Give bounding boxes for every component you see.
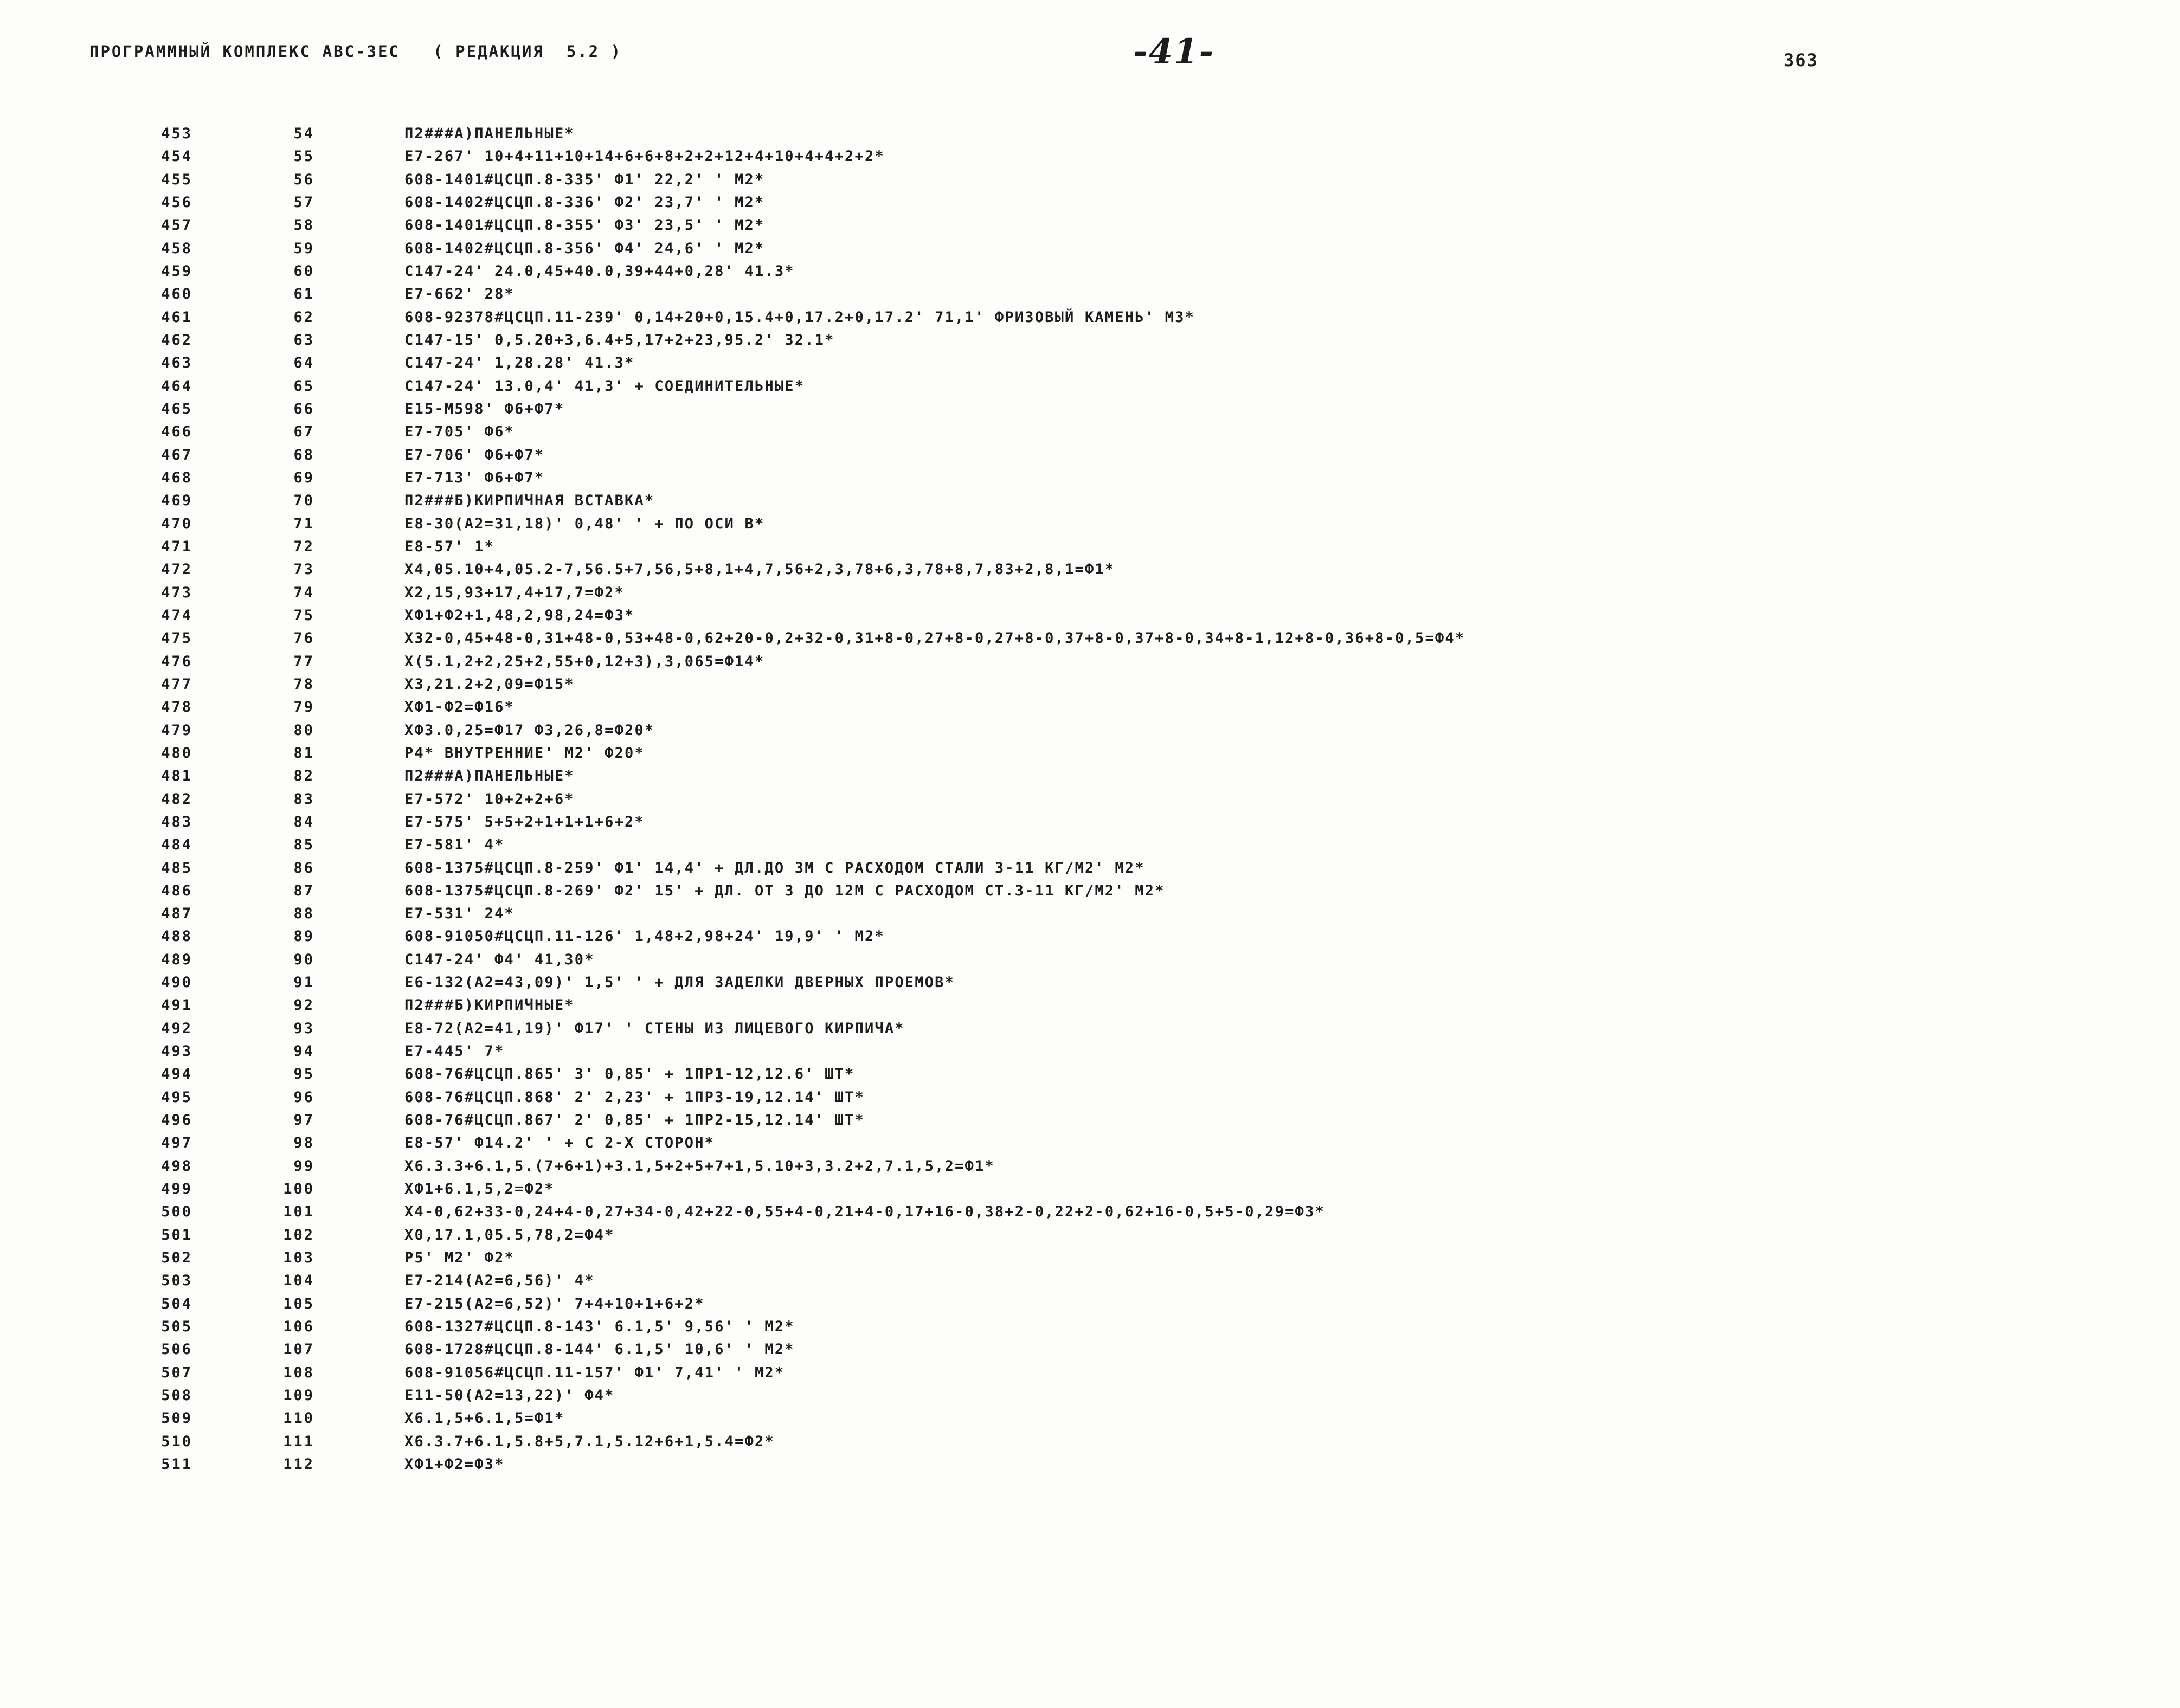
line-number: 463 bbox=[161, 355, 192, 372]
listing-row bbox=[0, 1407, 2180, 1430]
statement-text: 608-1402#ЦСЦП.8-356' Ф4' 24,6' ' М2* bbox=[404, 240, 765, 257]
sequence-number: 103 bbox=[283, 1249, 314, 1267]
listing-row bbox=[0, 1224, 2180, 1247]
listing-row bbox=[0, 1430, 2180, 1453]
line-number: 494 bbox=[161, 1066, 192, 1083]
line-number: 481 bbox=[161, 768, 192, 785]
sequence-number: 93 bbox=[293, 1020, 314, 1037]
statement-text: Е6-132(А2=43,09)' 1,5' ' + ДЛЯ ЗАДЕЛКИ ДВЕРНЫХ ПРОЕМОВ* bbox=[404, 974, 955, 991]
statement-text: Х4-0,62+33-0,24+4-0,27+34-0,42+22-0,55+4-0,21+4-0,17+16-0,38+2-0,22+2-0,62+16-0,5+5-0,29=Ф3* bbox=[404, 1203, 1325, 1221]
sequence-number: 75 bbox=[293, 607, 314, 624]
listing-row bbox=[0, 1201, 2180, 1223]
line-number: 483 bbox=[161, 813, 192, 830]
statement-text: Е7-215(А2=6,52)' 7+4+10+1+6+2* bbox=[404, 1295, 705, 1312]
listing-row bbox=[0, 1384, 2180, 1407]
line-number: 472 bbox=[161, 561, 192, 578]
statement-text: Е7-662' 28* bbox=[404, 286, 515, 303]
listing-row bbox=[0, 650, 2180, 673]
line-number: 498 bbox=[161, 1157, 192, 1175]
statement-text: С147-24' 1,28.28' 41.3* bbox=[404, 355, 635, 372]
statement-text: ХФ1+6.1,5,2=Ф2* bbox=[404, 1181, 555, 1198]
line-number: 500 bbox=[161, 1203, 192, 1221]
statement-text: Е7-214(А2=6,56)' 4* bbox=[404, 1272, 595, 1290]
listing-row bbox=[0, 169, 2180, 191]
sequence-number: 54 bbox=[293, 125, 314, 142]
listing-row bbox=[0, 1247, 2180, 1269]
listing-row bbox=[0, 191, 2180, 214]
listing-row bbox=[0, 765, 2180, 788]
sequence-number: 84 bbox=[293, 813, 314, 830]
sequence-number: 109 bbox=[283, 1387, 314, 1404]
sequence-number: 67 bbox=[293, 423, 314, 441]
statement-text: 608-91056#ЦСЦП.11-157' Ф1' 7,41' ' М2* bbox=[404, 1364, 785, 1381]
listing-row bbox=[0, 283, 2180, 306]
line-number: 491 bbox=[161, 997, 192, 1014]
listing-row bbox=[0, 1269, 2180, 1292]
statement-text: Х3,21.2+2,09=Ф15* bbox=[404, 675, 575, 693]
sequence-number: 70 bbox=[293, 492, 314, 510]
listing-row bbox=[0, 444, 2180, 467]
statement-text: Р5' М2' Ф2* bbox=[404, 1249, 515, 1267]
sequence-number: 80 bbox=[293, 721, 314, 739]
listing-row bbox=[0, 145, 2180, 168]
sequence-number: 89 bbox=[293, 928, 314, 945]
statement-text: Х0,17.1,05.5,78,2=Ф4* bbox=[404, 1226, 615, 1243]
statement-text: Е8-57' 1* bbox=[404, 538, 495, 555]
sequence-number: 58 bbox=[293, 217, 314, 234]
sequence-number: 112 bbox=[283, 1456, 314, 1473]
listing-row bbox=[0, 857, 2180, 880]
sequence-number: 105 bbox=[283, 1295, 314, 1312]
listing-row bbox=[0, 582, 2180, 604]
line-number: 474 bbox=[161, 607, 192, 624]
listing-row bbox=[0, 1109, 2180, 1132]
line-number: 479 bbox=[161, 721, 192, 739]
sequence-number: 78 bbox=[293, 675, 314, 693]
line-number: 485 bbox=[161, 859, 192, 876]
listing-row bbox=[0, 1155, 2180, 1178]
statement-text: П2###Б)КИРПИЧНЫЕ* bbox=[404, 997, 575, 1014]
sequence-number: 71 bbox=[293, 515, 314, 532]
line-number: 461 bbox=[161, 308, 192, 326]
listing-row bbox=[0, 673, 2180, 696]
sequence-number: 81 bbox=[293, 744, 314, 762]
line-number: 480 bbox=[161, 744, 192, 762]
line-number: 487 bbox=[161, 905, 192, 923]
sequence-number: 76 bbox=[293, 630, 314, 647]
statement-text: Х6.1,5+6.1,5=Ф1* bbox=[404, 1410, 565, 1427]
sequence-number: 96 bbox=[293, 1088, 314, 1106]
listing-row bbox=[0, 1178, 2180, 1201]
listing-row bbox=[0, 375, 2180, 398]
listing-row bbox=[0, 558, 2180, 581]
statement-text: 608-1375#ЦСЦП.8-259' Ф1' 14,4' + ДЛ.ДО 3М С РАСХОДОМ СТАЛИ 3-11 КГ/М2' М2* bbox=[404, 859, 1145, 876]
statement-text: ХФ3.0,25=Ф17 Ф3,26,8=Ф20* bbox=[404, 721, 655, 739]
sequence-number: 72 bbox=[293, 538, 314, 555]
listing-row bbox=[0, 329, 2180, 352]
line-number: 457 bbox=[161, 217, 192, 234]
listing-row bbox=[0, 1040, 2180, 1063]
sequence-number: 91 bbox=[293, 974, 314, 991]
statement-text: Е15-М598' Ф6+Ф7* bbox=[404, 400, 565, 417]
line-number: 506 bbox=[161, 1341, 192, 1358]
sequence-number: 99 bbox=[293, 1157, 314, 1175]
listing-row bbox=[0, 949, 2180, 971]
program-header: ПРОГРАММНЫЙ КОМПЛЕКС АВС-ЗЕС ( РЕДАКЦИЯ 5.2 ) bbox=[89, 42, 622, 61]
line-number: 471 bbox=[161, 538, 192, 555]
listing-row bbox=[0, 1453, 2180, 1476]
listing-row bbox=[0, 467, 2180, 489]
statement-text: ХФ1+Ф2+1,48,2,98,24=Ф3* bbox=[404, 607, 635, 624]
statement-text: Е7-572' 10+2+2+6* bbox=[404, 790, 575, 808]
statement-text: Х32-0,45+48-0,31+48-0,53+48-0,62+20-0,2+32-0,31+8-0,27+8-0,27+8-0,37+8-0,37+8-0,34+8-1,12+8-0,36+8-0,5=Ф4* bbox=[404, 630, 1465, 647]
sequence-number: 86 bbox=[293, 859, 314, 876]
statement-text: 608-76#ЦСЦП.868' 2' 2,23' + 1ПР3-19,12.14' ШТ* bbox=[404, 1088, 865, 1106]
line-number: 508 bbox=[161, 1387, 192, 1404]
statement-text: 608-76#ЦСЦП.867' 2' 0,85' + 1ПР2-15,12.14' ШТ* bbox=[404, 1112, 865, 1129]
sequence-number: 102 bbox=[283, 1226, 314, 1243]
listing-row bbox=[0, 1017, 2180, 1040]
statement-text: Е7-445' 7* bbox=[404, 1043, 505, 1060]
statement-text: 608-1401#ЦСЦП.8-355' Ф3' 23,5' ' М2* bbox=[404, 217, 765, 234]
line-number: 454 bbox=[161, 148, 192, 165]
sequence-number: 59 bbox=[293, 240, 314, 257]
listing-row bbox=[0, 1316, 2180, 1338]
statement-text: 608-91050#ЦСЦП.11-126' 1,48+2,98+24' 19,9' ' М2* bbox=[404, 928, 885, 945]
line-number: 493 bbox=[161, 1043, 192, 1060]
listing-row bbox=[0, 421, 2180, 443]
sequence-number: 90 bbox=[293, 951, 314, 968]
sequence-number: 107 bbox=[283, 1341, 314, 1358]
line-number: 468 bbox=[161, 469, 192, 486]
statement-text: 608-1401#ЦСЦП.8-335' Ф1' 22,2' ' М2* bbox=[404, 171, 765, 188]
line-number: 469 bbox=[161, 492, 192, 510]
listing-row bbox=[0, 788, 2180, 811]
line-number: 460 bbox=[161, 286, 192, 303]
listing-row bbox=[0, 903, 2180, 925]
page-number: 363 bbox=[1784, 50, 1818, 70]
statement-text: Х2,15,93+17,4+17,7=Ф2* bbox=[404, 584, 625, 601]
statement-text: Е8-72(А2=41,19)' Ф17' ' СТЕНЫ ИЗ ЛИЦЕВОГО КИРПИЧА* bbox=[404, 1020, 905, 1037]
line-number: 497 bbox=[161, 1135, 192, 1152]
line-number: 507 bbox=[161, 1364, 192, 1381]
line-number: 478 bbox=[161, 699, 192, 716]
sequence-number: 66 bbox=[293, 400, 314, 417]
statement-text: П2###Б)КИРПИЧНАЯ ВСТАВКА* bbox=[404, 492, 655, 510]
line-number: 464 bbox=[161, 377, 192, 395]
line-number: 502 bbox=[161, 1249, 192, 1267]
sequence-number: 56 bbox=[293, 171, 314, 188]
sequence-number: 106 bbox=[283, 1318, 314, 1336]
listing-row bbox=[0, 719, 2180, 742]
listing-row bbox=[0, 489, 2180, 512]
line-number: 486 bbox=[161, 882, 192, 899]
line-number: 490 bbox=[161, 974, 192, 991]
statement-text: Х6.3.3+6.1,5.(7+6+1)+3.1,5+2+5+7+1,5.10+3,3.2+2,7.1,5,2=Ф1* bbox=[404, 1157, 995, 1175]
statement-text: Е8-30(А2=31,18)' 0,48' ' + ПО ОСИ В* bbox=[404, 515, 765, 532]
sequence-number: 104 bbox=[283, 1272, 314, 1290]
line-number: 465 bbox=[161, 400, 192, 417]
line-number: 458 bbox=[161, 240, 192, 257]
statement-text: Х(5.1,2+2,25+2,55+0,12+3),3,065=Ф14* bbox=[404, 653, 765, 670]
sequence-number: 60 bbox=[293, 262, 314, 280]
listing-row bbox=[0, 971, 2180, 994]
line-number: 511 bbox=[161, 1456, 192, 1473]
statement-text: 608-1375#ЦСЦП.8-269' Ф2' 15' + ДЛ. ОТ 3 ДО 12М С РАСХОДОМ СТ.3-11 КГ/М2' М2* bbox=[404, 882, 1165, 899]
statement-text: ХФ1+Ф2=Ф3* bbox=[404, 1456, 505, 1473]
statement-text: П2###А)ПАНЕЛЬНЫЕ* bbox=[404, 768, 575, 785]
line-number: 473 bbox=[161, 584, 192, 601]
line-number: 503 bbox=[161, 1272, 192, 1290]
statement-text: 608-1728#ЦСЦП.8-144' 6.1,5' 10,6' ' М2* bbox=[404, 1341, 795, 1358]
listing-row bbox=[0, 1132, 2180, 1155]
listing-row bbox=[0, 352, 2180, 375]
listing-row bbox=[0, 925, 2180, 948]
statement-text: 608-92378#ЦСЦП.11-239' 0,14+20+0,15.4+0,17.2+0,17.2' 71,1' ФРИЗОВЫЙ КАМЕНЬ' М3* bbox=[404, 308, 1195, 326]
sequence-number: 100 bbox=[283, 1181, 314, 1198]
line-number: 510 bbox=[161, 1433, 192, 1450]
sequence-number: 101 bbox=[283, 1203, 314, 1221]
listing-row bbox=[0, 1362, 2180, 1384]
sequence-number: 95 bbox=[293, 1066, 314, 1083]
sequence-number: 108 bbox=[283, 1364, 314, 1381]
listing-row bbox=[0, 1293, 2180, 1316]
sequence-number: 79 bbox=[293, 699, 314, 716]
line-number: 475 bbox=[161, 630, 192, 647]
listing-row bbox=[0, 306, 2180, 329]
sequence-number: 87 bbox=[293, 882, 314, 899]
line-number: 482 bbox=[161, 790, 192, 808]
line-number: 477 bbox=[161, 675, 192, 693]
line-number: 496 bbox=[161, 1112, 192, 1129]
sequence-number: 62 bbox=[293, 308, 314, 326]
line-number: 495 bbox=[161, 1088, 192, 1106]
listing-row bbox=[0, 513, 2180, 536]
statement-text: Е7-705' Ф6* bbox=[404, 423, 515, 441]
statement-text: Е11-50(А2=13,22)' Ф4* bbox=[404, 1387, 615, 1404]
statement-text: С147-24' 13.0,4' 41,3' + СОЕДИНИТЕЛЬНЫЕ* bbox=[404, 377, 805, 395]
listing-row bbox=[0, 536, 2180, 558]
listing-row bbox=[0, 880, 2180, 903]
line-number: 484 bbox=[161, 836, 192, 854]
sequence-number: 88 bbox=[293, 905, 314, 923]
line-number: 470 bbox=[161, 515, 192, 532]
sequence-number: 69 bbox=[293, 469, 314, 486]
listing-row bbox=[0, 627, 2180, 650]
listing-row bbox=[0, 1086, 2180, 1109]
statement-text: Р4* ВНУТРЕННИЕ' М2' Ф20* bbox=[404, 744, 645, 762]
listing-row bbox=[0, 260, 2180, 283]
statement-text: Е7-706' Ф6+Ф7* bbox=[404, 446, 545, 463]
line-number: 488 bbox=[161, 928, 192, 945]
listing-row bbox=[0, 742, 2180, 765]
sequence-number: 82 bbox=[293, 768, 314, 785]
sequence-number: 85 bbox=[293, 836, 314, 854]
sequence-number: 110 bbox=[283, 1410, 314, 1427]
statement-text: П2###А)ПАНЕЛЬНЫЕ* bbox=[404, 125, 575, 142]
sequence-number: 92 bbox=[293, 997, 314, 1014]
listing-row bbox=[0, 1338, 2180, 1361]
sequence-number: 64 bbox=[293, 355, 314, 372]
listing-row bbox=[0, 604, 2180, 627]
sequence-number: 98 bbox=[293, 1135, 314, 1152]
sequence-number: 94 bbox=[293, 1043, 314, 1060]
statement-text: 608-76#ЦСЦП.865' 3' 0,85' + 1ПР1-12,12.6' ШТ* bbox=[404, 1066, 855, 1083]
line-number: 476 bbox=[161, 653, 192, 670]
line-number: 453 bbox=[161, 125, 192, 142]
line-number: 466 bbox=[161, 423, 192, 441]
line-number: 489 bbox=[161, 951, 192, 968]
line-number: 459 bbox=[161, 262, 192, 280]
sequence-number: 74 bbox=[293, 584, 314, 601]
listing-row bbox=[0, 994, 2180, 1017]
statement-text: Х6.3.7+6.1,5.8+5,7.1,5.12+6+1,5.4=Ф2* bbox=[404, 1433, 775, 1450]
sequence-number: 57 bbox=[293, 194, 314, 211]
line-number: 467 bbox=[161, 446, 192, 463]
line-number: 455 bbox=[161, 171, 192, 188]
line-number: 509 bbox=[161, 1410, 192, 1427]
statement-text: С147-15' 0,5.20+3,6.4+5,17+2+23,95.2' 32.1* bbox=[404, 331, 835, 349]
sequence-number: 63 bbox=[293, 331, 314, 349]
sequence-number: 97 bbox=[293, 1112, 314, 1129]
sequence-number: 68 bbox=[293, 446, 314, 463]
line-number: 492 bbox=[161, 1020, 192, 1037]
sequence-number: 61 bbox=[293, 286, 314, 303]
listing-row bbox=[0, 834, 2180, 856]
listing-row bbox=[0, 123, 2180, 145]
statement-text: С147-24' 24.0,45+40.0,39+44+0,28' 41.3* bbox=[404, 262, 795, 280]
statement-text: 608-1402#ЦСЦП.8-336' Ф2' 23,7' ' М2* bbox=[404, 194, 765, 211]
line-number: 501 bbox=[161, 1226, 192, 1243]
statement-text: Е7-531' 24* bbox=[404, 905, 515, 923]
sequence-number: 77 bbox=[293, 653, 314, 670]
statement-text: Х4,05.10+4,05.2-7,56.5+7,56,5+8,1+4,7,56+2,3,78+6,3,78+8,7,83+2,8,1=Ф1* bbox=[404, 561, 1115, 578]
statement-text: ХФ1-Ф2=Ф16* bbox=[404, 699, 515, 716]
statement-text: Е7-581' 4* bbox=[404, 836, 505, 854]
statement-text: С147-24' Ф4' 41,30* bbox=[404, 951, 595, 968]
program-listing bbox=[0, 123, 2180, 1476]
line-number: 456 bbox=[161, 194, 192, 211]
statement-text: Е7-713' Ф6+Ф7* bbox=[404, 469, 545, 486]
line-number: 504 bbox=[161, 1295, 192, 1312]
statement-text: Е8-57' Ф14.2' ' + С 2-Х СТОРОН* bbox=[404, 1135, 715, 1152]
listing-row bbox=[0, 811, 2180, 834]
listing-row bbox=[0, 1063, 2180, 1086]
listing-row bbox=[0, 696, 2180, 719]
sequence-number: 73 bbox=[293, 561, 314, 578]
line-number: 462 bbox=[161, 331, 192, 349]
sequence-number: 55 bbox=[293, 148, 314, 165]
sequence-number: 111 bbox=[283, 1433, 314, 1450]
sequence-number: 65 bbox=[293, 377, 314, 395]
line-number: 499 bbox=[161, 1181, 192, 1198]
handwritten-folio: -41- bbox=[1133, 31, 1215, 72]
statement-text: Е7-575' 5+5+2+1+1+1+6+2* bbox=[404, 813, 645, 830]
listing-row bbox=[0, 214, 2180, 237]
sequence-number: 83 bbox=[293, 790, 314, 808]
statement-text: Е7-267' 10+4+11+10+14+6+6+8+2+2+12+4+10+4+4+2+2* bbox=[404, 148, 885, 165]
listing-row bbox=[0, 398, 2180, 421]
line-number: 505 bbox=[161, 1318, 192, 1336]
listing-row bbox=[0, 237, 2180, 260]
statement-text: 608-1327#ЦСЦП.8-143' 6.1,5' 9,56' ' М2* bbox=[404, 1318, 795, 1336]
